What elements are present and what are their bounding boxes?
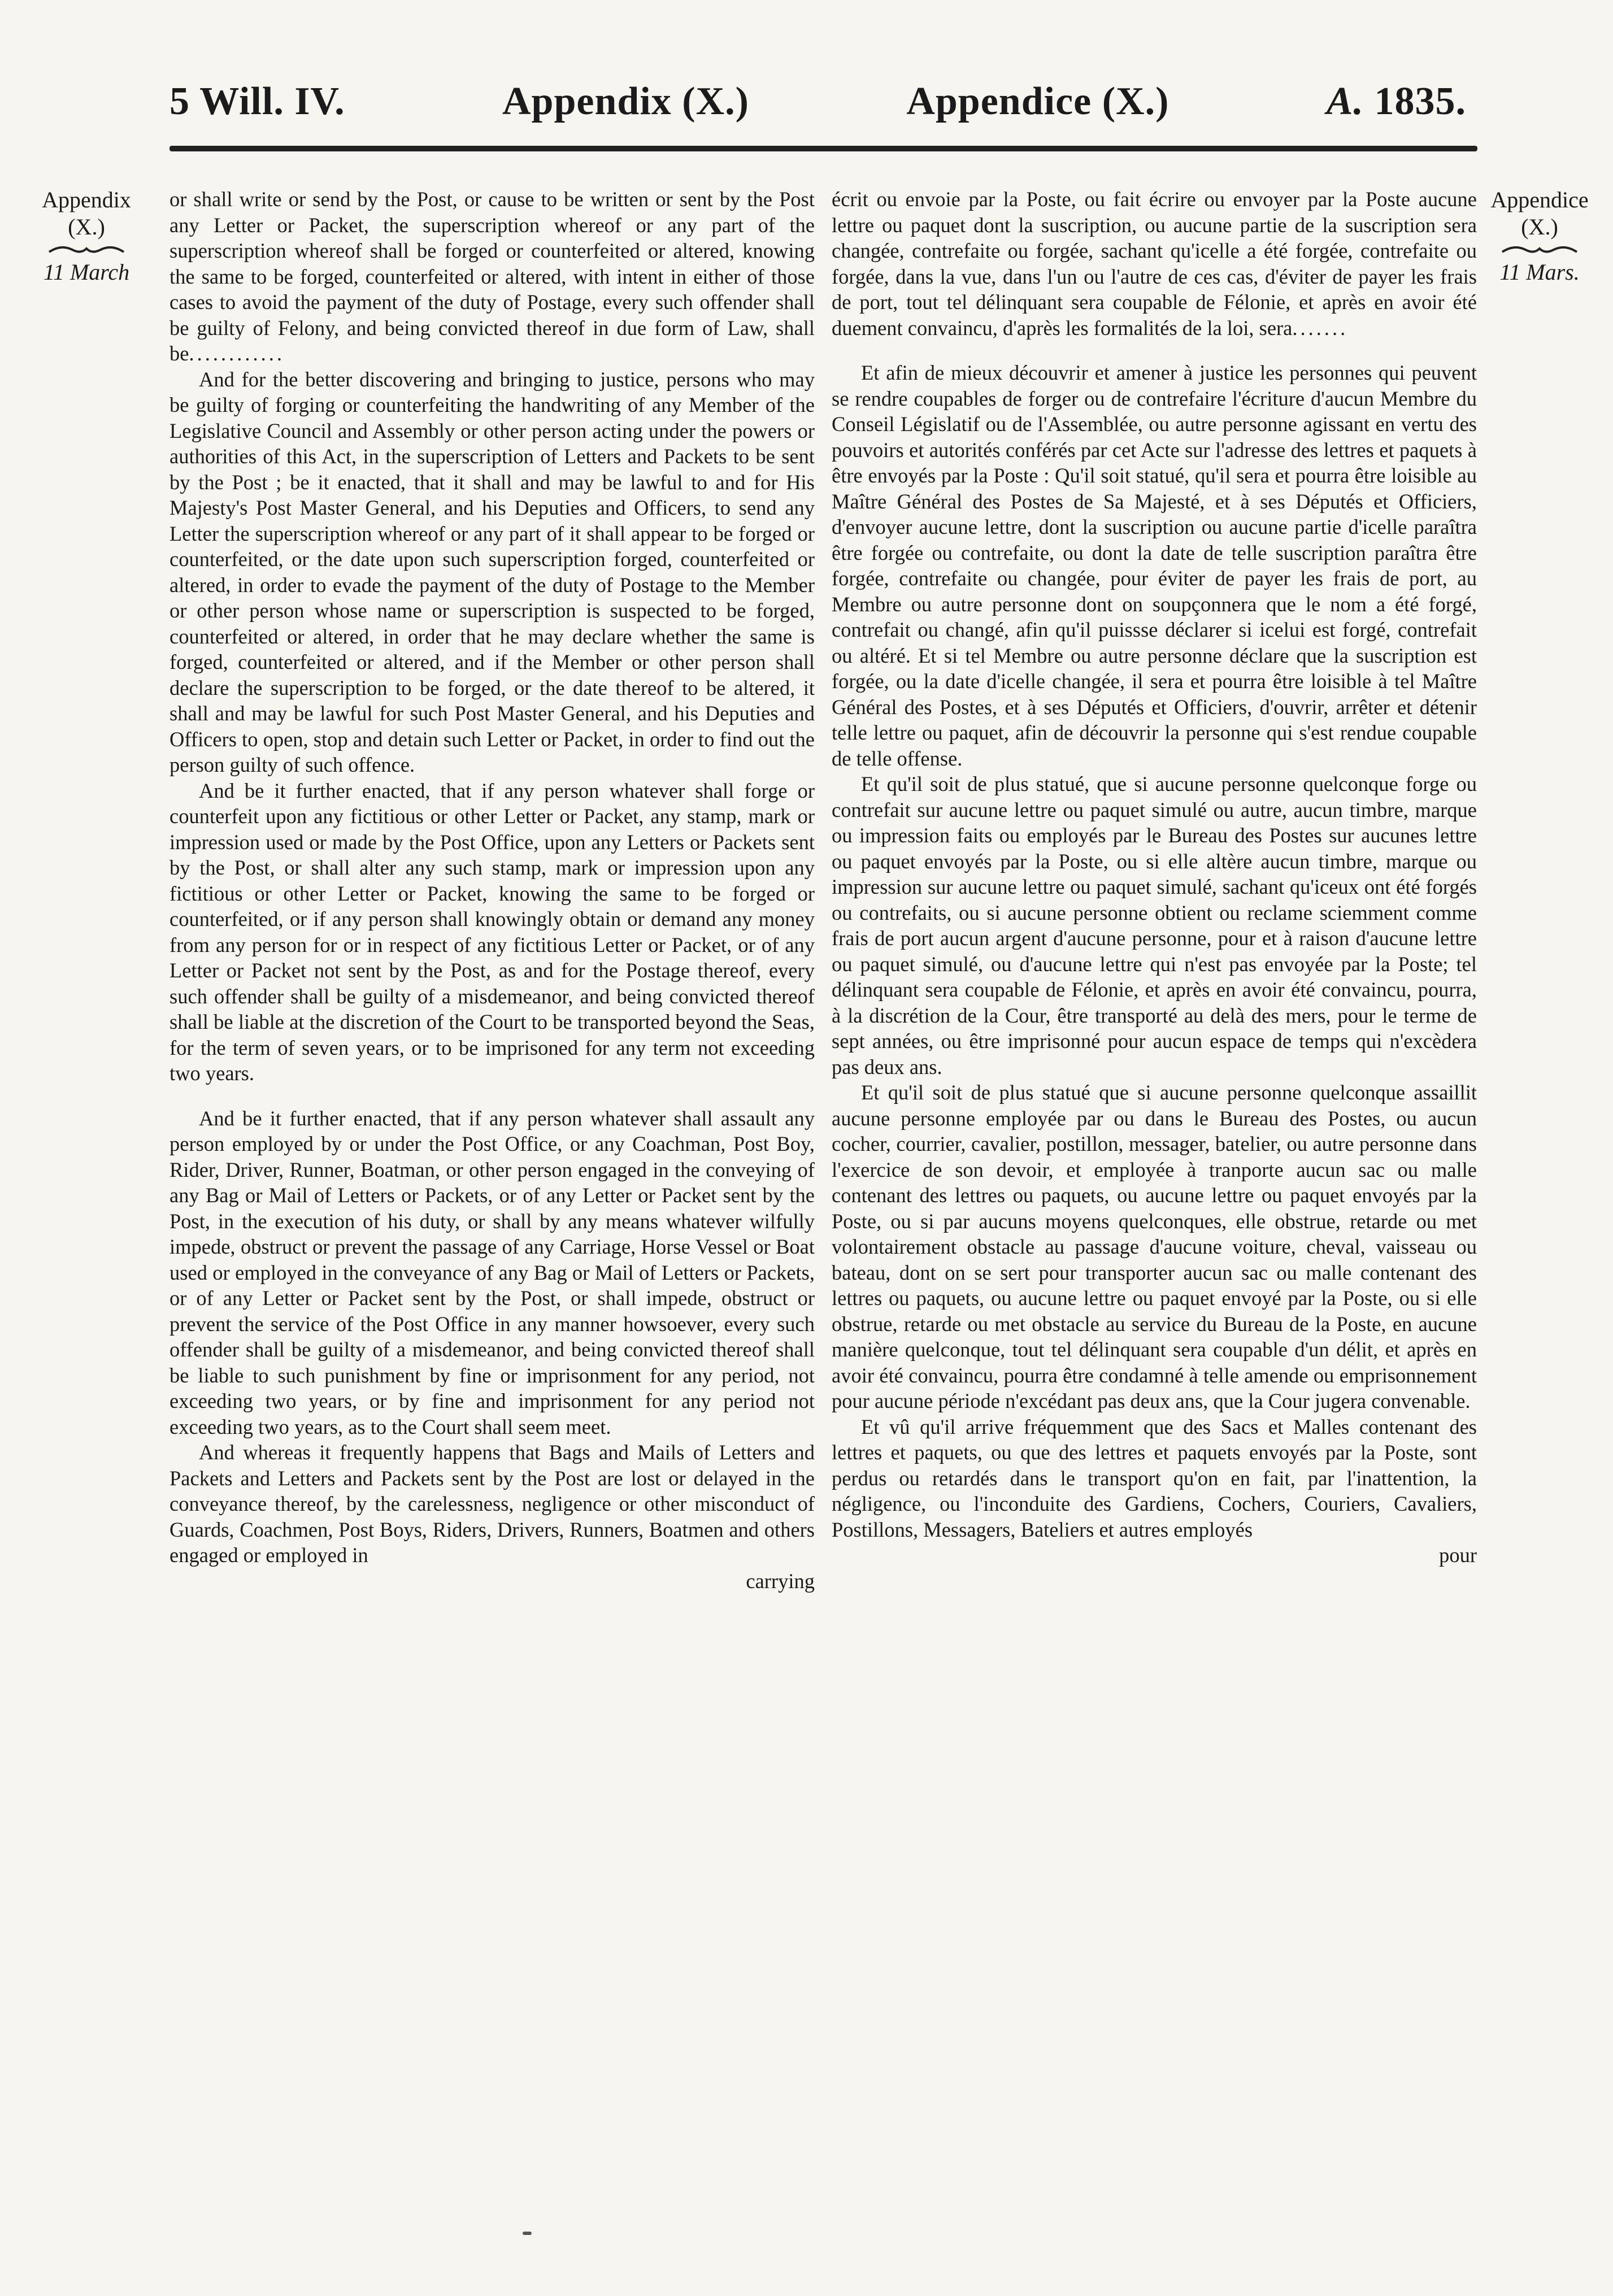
catchword: carrying [746,1569,815,1593]
paragraph-text: écrit ou envoie par la Poste, ou fait écrire ou envoyer par la Poste aucune lettre ou paquet dont la suscription, ou aucune partie de la suscription sera changée, contrefaite ou forgée, sachant qu'icelle a été forgée, contrefaite ou forgée, dans la vue, dans l'un ou l'autre de ces cas, d'éviter de payer les frais de port, tout tel délinquant sera coupable de Félonie, et après en avoir été duement convaincu, d'après les formalités de la loi, sera [832,188,1477,340]
appendix-title-english: Appendix (X.) [502,80,749,123]
french-paragraph: Et afin de mieux découvrir et amener à justice les personnes qui peuvent se rendre coupables de forger ou de contrefaire l'écriture d'aucun Membre du Conseil Législatif ou de l'Assemblée, ou autre personne agissant en vertu des pouvoirs et autorités conférés par cet Acte sur l'adresse des lettres et paquets à être envoyés par la Poste : Qu'il soit statué, qu'il sera et pourra être loisible au Maître Général des Postes de Sa Majesté, et à ses Députés et Officiers, d'envoyer aucune lettre, dont la suscription ou aucune partie d'icelle paraîtra être forgée ou contrefaite, ou dont la date de telle suscription paraîtra être forgée, contrefaite ou changée, pour éviter de payer les frais de port, au Membre ou autre personne dont on soupçonnera que le nom a été forgé, contrefait ou changé, afin qu'il puissse déclarer si icelui est forgé, contrefait ou altéré. Et si tel Membre ou autre personne déclare que la suscription est forgée, ou la date d'icelle changée, il sera et pourra être loisible à tel Maître Général des Postes, et à ses Députés et Officiers, d'ouvrir, arrêter et détenir telle lettre ou paquet, afin de découvrir la personne qui s'est rendue coupable de telle offense. [832,361,1477,770]
margin-date: 11 March [43,259,130,285]
english-paragraph [169,186,815,367]
english-paragraph: And be it further enacted, that if any person whatever shall forge or counterfeit upon any fictitious or other Letter or Packet, any stamp, mark or impression used or made by the Post Office, upon any Letters or Packets sent by the Post, or shall alter any such stamp, mark or impression upon any fictitious or other Letter or Packet, knowing the same to be forged or counterfeited, or if any person shall knowingly obtain or demand any money from any person for or in respect of any fictitious Letter or Packet, or of any Letter or Packet not sent by the Post, as and for the Postage thereof, every such offender shall be guilty of a misdemeanor, and being convicted thereof shall be liable at the discretion of the Court to be transported beyond the Seas, for the term of seven years, or to be imprisoned for any term not exceeding two years. [169,779,815,1085]
regnal-year: 5 Will. IV. [169,80,345,123]
margin-note-left [10,186,163,286]
english-column [169,186,815,1594]
french-paragraph: Et qu'il soit de plus statué, que si aucune personne quelconque forge ou contrefait sur aucune lettre ou paquet simulé ou autre, aucun timbre, marque ou impression faits ou employés par le Bureau des Postes sur aucunes lettre ou paquet envoyés par la Poste, ou si elle altère aucun timbre, marque ou impression sur aucune lettre ou paquet simulé, sachant qu'iceux ont été forgés ou contrefaits, ou si aucune personne obtient ou reclame sciemment comme frais de port aucun argent d'aucune personne, pour et à raison d'aucune lettre ou paquet simulé, ou d'aucune lettre qui n'est pas envoyée par la Poste; tel délinquant sera coupable de Félonie, et après en avoir été convaincu, pourra, à la discrétion de la Cour, être transporté au delà des mers, pour le terme de sept années, ou être imprisonné pour aucun espace de temps qui n'excèdera pas deux ans. [832,772,1477,1079]
running-header [169,68,1466,136]
margin-date: 11 Mars. [1499,259,1580,285]
english-paragraph: And for the better discovering and bringing to justice, persons who may be guilty of forging or counterfeiting the handwriting of any Member of the Legislative Council and Assembly or other person acting under the powers or authorities of this Act, in the superscription of Letters and Packets to be sent by the Post ; be it enacted, that it shall and may be lawful to and for His Majesty's Post Master General, and his Deputies and Officers, to send any Letter the superscription whereof or any part of it shall appear to be forged or counterfeited, or the date upon such superscription forged, counterfeited or altered, in order to evade the payment of the duty of Postage to the Member or other person whose name or superscription is suspected to be forged, counterfeited or altered, in order that he may declare whether the same is forged, counterfeited or altered, and if the Member or other person shall declare the superscription to be forged, or the date thereof to be altered, it shall and may be lawful for such Post Master General, and his Deputies and Officers to open, stop and detain such Letter or Packet, in order to find out the person guilty of such offence. [169,367,815,776]
english-paragraph: And whereas it frequently happens that Bags and Mails of Letters and Packets and Letters and Packets sent by the Post are lost or delayed in the conveyance thereof, by the carelessness, negligence or other misconduct of Guards, Coachmen, Post Boys, Riders, Drivers, Runners, Boatmen and others engaged or employed in [169,1441,815,1567]
margin-note-right [1469,186,1610,286]
omission-dots: ....... [1292,316,1349,340]
french-paragraph: Et qu'il soit de plus statué que si aucune personne quelconque assaillit aucune personne employée par ou dans le Bureau des Postes, ou aucun cocher, courrier, cavalier, postillon, messager, batelier, ou autre personne dans l'exercice de son devoir, et employée à tranporte aucun sac ou malle contenant des lettres ou paquets, ou aucune lettre ou paquet envoyés par la Poste, ou si par aucuns moyens quelconques, elle obstrue, retarde ou met volontairement obstacle au passage d'aucune voiture, cheval, vaisseau ou bateau, dont on se sert pour transporter aucun sac ou malle contenant des lettres ou paquets, ou aucune lettre ou paquet envoyé par la Poste, ou si elle obstrue, retarde ou met obstacle au service du Bureau de la Poste, en aucune manière quelconque, tout tel délinquant sera coupable d'un délit, et après en avoir été convaincu, pourra être condamné à telle amende ou emprisonnement pour aucune période n'excédant pas deux ans, que la Cour jugera convenable. [832,1081,1477,1412]
header-rule [169,146,1477,151]
margin-label: Appendix [42,187,131,212]
french-column [832,186,1477,1568]
margin-number: (X.) [1521,214,1558,240]
catchword: pour [1439,1543,1477,1567]
margin-label: Appendice [1490,187,1589,212]
swash-ornament-icon [1500,243,1579,255]
ink-speck [523,2232,532,2235]
paragraph-text: or shall write or send by the Post, or cause to be written or sent by the Post any Letter or Packet, the superscription whereof or any part of the superscription whereof shall be forged or counterfeited or altered, knowing the same to be forged, counterfeited or altered, with intent in either of those cases to avoid the payment of the duty of Postage, every such offender shall be guilty of Felony, and being convicted thereof in due form of Law, shall be [169,188,815,365]
english-paragraph: And be it further enacted, that if any person whatever shall assault any person employed by or under the Post Office, or any Coachman, Post Boy, Rider, Driver, Runner, Boatman, or other person engaged in the conveying of any Bag or Mail of Letters or Packets, or of any Letter or Packet sent by the Post, in the execution of his duty, or shall by any means whatever wilfully impede, obstruct or prevent the passage of any Carriage, Horse Vessel or Boat used or employed in the conveyance of any Bag or Mail of Letters or Packets, or of any Letter or Packet sent by the Post, or shall impede, obstruct or prevent the service of the Post Office in any manner howsoever, every such offender shall be guilty of a misdemeanor, and being convicted thereof shall be liable to such punishment by fine or imprisonment for any period, not exceeding two years, or by fine and imprisonment for any period not exceeding two years, as to the Court shall seem meet. [169,1106,815,1438]
margin-number: (X.) [68,214,105,240]
year-label [1327,79,1466,124]
year-prefix: A. [1326,80,1364,123]
french-paragraph [832,186,1477,341]
year-number: 1835. [1374,80,1466,123]
appendix-title-french: Appendice (X.) [906,80,1169,123]
omission-dots: ............ [189,342,285,365]
french-paragraph: Et vû qu'il arrive fréquemment que des Sacs et Malles contenant des lettres et paquets, ou que des lettres et paquets envoyés par la Poste, sont perdus ou retardés dans le transport qu'on en fait, par l'inattention, la négligence, ou l'inconduite des Gardiens, Cochers, Couriers, Cavaliers, Postillons, Messagers, Bateliers et autres employés [832,1415,1477,1541]
swash-ornament-icon [47,243,126,255]
